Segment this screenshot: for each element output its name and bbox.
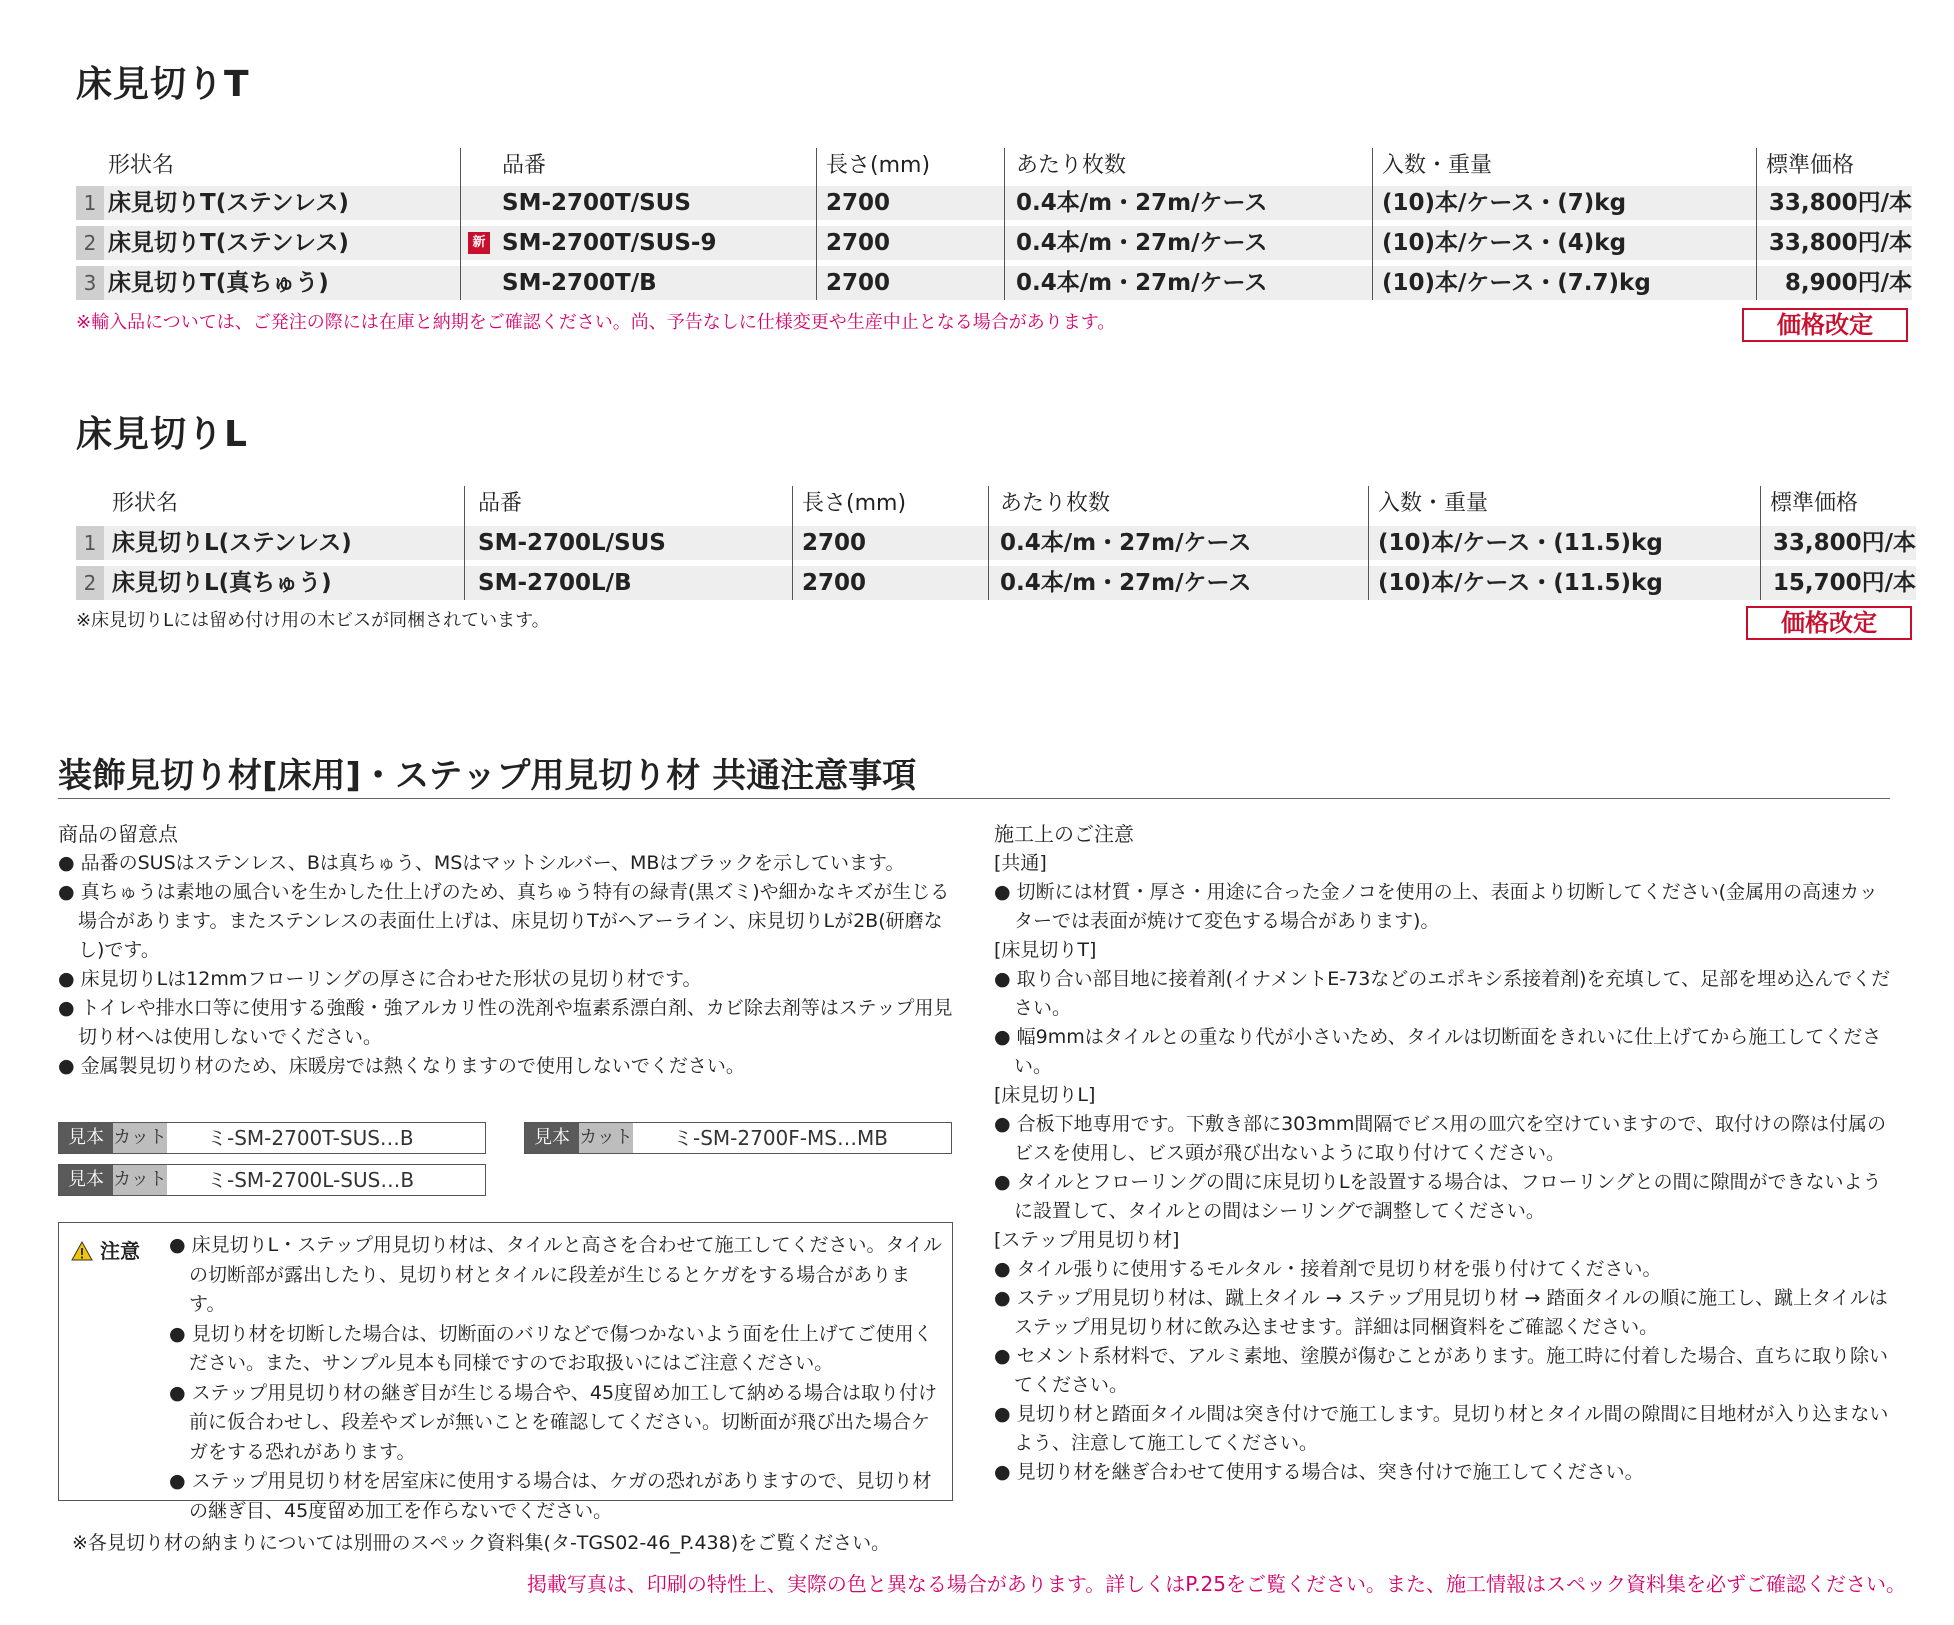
cell-name: 床見切りL(ステンレス) (112, 530, 352, 556)
cell-name: 床見切りT(真ちゅう) (108, 270, 329, 296)
new-badge: 新 (468, 232, 490, 254)
row-index: 2 (76, 566, 104, 600)
col-header-price: 標準価格 (1770, 491, 1859, 516)
cut-tag: カット (113, 1165, 167, 1195)
cut-tag: カット (113, 1123, 167, 1153)
column-divider (792, 486, 793, 600)
list-item: ● ステップ用見切り材を居室床に使用する場合は、ケガの恐れがありますので、見切り材の継ぎ目、45度留め加工を作らないでください。 (169, 1470, 932, 1522)
product-notes-heading: 商品の留意点 (58, 822, 178, 846)
list-item: ● タイルとフローリングの間に床見切りLを設置する場合は、フローリングとの間に隙間ができないように設置して、タイルとの間はシーリングで調整してください。 (994, 1171, 1882, 1222)
cell-qty: (10)本/ケース・(7)kg (1382, 190, 1627, 216)
row-index: 1 (76, 526, 104, 560)
warning-icon (71, 1241, 93, 1261)
list-item: ● ステップ用見切り材の継ぎ目が生じる場合や、45度留め加工して納める場合は取り付け前に仮合わせし、段差やズレが無いことを確認してください。切断面が飛び出た場合ケガをする恐れがあります。 (169, 1381, 938, 1463)
common-notes-title: 装飾見切り材[床用]・ステップ用見切り材 共通注意事項 (58, 756, 917, 796)
col-header-code: 品番 (478, 491, 523, 516)
cell-price: 33,800円/本 (1768, 230, 1912, 256)
column-divider (460, 148, 461, 300)
cell-qty: (10)本/ケース・(4)kg (1382, 230, 1627, 256)
sub-label: [ステップ用見切り材] (994, 1229, 1180, 1251)
col-header-name: 形状名 (112, 491, 179, 516)
cell-price: 33,800円/本 (1772, 530, 1916, 556)
col-header-qty: 入数・重量 (1382, 153, 1493, 178)
construction-notes-heading: 施工上のご注意 (994, 822, 1134, 846)
row-index: 1 (76, 186, 104, 220)
section-t-note: ※輸入品については、ご発注の際には在庫と納期をご確認ください。尚、予告なしに仕様変更や生産中止となる場合があります。 (76, 312, 1116, 333)
sub-label: [床見切りL] (994, 1084, 1096, 1106)
sample-code: ミ-SM-2700T-SUS…B (207, 1126, 414, 1150)
sample-tag: 見本 (59, 1165, 113, 1195)
list-item: ● 見切り材と踏面タイル間は突き付けで施工します。見切り材とタイル間の隙間に目地材が入り込まないよう、注意して施工してください。 (994, 1403, 1889, 1454)
sample-code-box (58, 1122, 486, 1154)
cell-code: SM-2700T/B (502, 270, 657, 296)
cell-length: 2700 (802, 530, 867, 556)
cell-qty: (10)本/ケース・(11.5)kg (1378, 530, 1663, 556)
list-item: ● 金属製見切り材のため、床暖房では熱くなりますので使用しないでください。 (58, 1055, 745, 1077)
title-underline (58, 798, 1890, 799)
list-item: ● ステップ用見切り材は、蹴上タイル → ステップ用見切り材 → 踏面タイルの順に施工し、蹴上タイルはステップ用見切り材に飲み込ませます。詳細は同梱資料をご確認ください。 (994, 1287, 1888, 1338)
col-header-name: 形状名 (108, 153, 175, 178)
spec-reference-note: ※各見切り材の納まりについては別冊のスペック資料集(タ-TGS02-46_P.438)をご覧ください。 (72, 1532, 891, 1554)
col-header-per: あたり枚数 (1016, 153, 1127, 178)
table-row (76, 566, 1916, 600)
cell-length: 2700 (802, 570, 867, 596)
table-row (76, 266, 1912, 300)
row-index: 2 (76, 226, 104, 260)
table-row (76, 226, 1912, 260)
column-divider (816, 148, 817, 300)
cell-qty: (10)本/ケース・(7.7)kg (1382, 270, 1651, 296)
cell-per: 0.4本/m・27m/ケース (1016, 230, 1268, 256)
caution-label (71, 1235, 140, 1264)
caution-box (58, 1222, 953, 1522)
cell-code: SM-2700T/SUS (502, 190, 691, 216)
footer-note: 掲載写真は、印刷の特性上、実際の色と異なる場合があります。詳しくはP.25をご覧ください。また、施工情報はスペック資料集を必ずご確認ください。 (526, 1572, 1906, 1596)
col-header-qty: 入数・重量 (1378, 491, 1489, 516)
column-divider (1760, 486, 1761, 600)
cell-per: 0.4本/m・27m/ケース (1000, 530, 1252, 556)
cell-qty: (10)本/ケース・(11.5)kg (1378, 570, 1663, 596)
list-item: ● セメント系材料で、アルミ素地、塗膜が傷むことがあります。施工時に付着した場合、直ちに取り除いてください。 (994, 1345, 1888, 1396)
column-divider (464, 486, 465, 600)
list-item: ● 品番のSUSはステンレス、Bは真ちゅう、MSはマットシルバー、MBはブラックを示しています。 (58, 852, 905, 874)
row-index: 3 (76, 266, 104, 300)
sub-label: [床見切りT] (994, 939, 1097, 961)
table-row (76, 186, 1912, 220)
section-l-title: 床見切りL (76, 414, 248, 455)
product-notes (58, 820, 958, 1081)
column-divider (988, 486, 989, 600)
list-item: ● 床見切りLは12mmフローリングの厚さに合わせた形状の見切り材です。 (58, 968, 702, 990)
col-header-length: 長さ(mm) (802, 491, 907, 516)
list-item: ● トイレや排水口等に使用する強酸・強アルカリ性の洗剤や塩素系漂白剤、カビ除去剤等はステップ用見切り材へは使用しないでください。 (58, 997, 953, 1048)
sample-code-box (58, 1164, 486, 1196)
column-divider (1756, 148, 1757, 300)
cell-per: 0.4本/m・27m/ケース (1016, 270, 1268, 296)
list-item: ● 取り合い部目地に接着剤(イナメントE-73などのエポキシ系接着剤)を充填して、足部を埋め込んでください。 (994, 968, 1891, 1019)
cell-length: 2700 (826, 270, 891, 296)
cell-code: SM-2700L/B (478, 570, 632, 596)
cell-price: 15,700円/本 (1772, 570, 1916, 596)
list-item: ● 見切り材を切断した場合は、切断面のバリなどで傷つかないよう面を仕上げてご使用ください。また、サンプル見本も同様ですのでお取扱いにはご注意ください。 (169, 1322, 933, 1374)
cut-tag: カット (579, 1123, 633, 1153)
column-divider (1372, 148, 1373, 300)
cell-per: 0.4本/m・27m/ケース (1016, 190, 1268, 216)
sub-label: [共通] (994, 852, 1047, 874)
sample-tag: 見本 (59, 1123, 113, 1153)
sample-code: ミ-SM-2700F-MS…MB (673, 1126, 888, 1150)
list-item: ● 真ちゅうは素地の風合いを生かした仕上げのため、真ちゅう特有の緑青(黒ズミ)や細かなキズが生じる場合があります。またステンレスの表面仕上げは、床見切りTがヘアーライン、床見切りLが2B(研磨なし)です。 (58, 881, 950, 961)
col-header-code: 品番 (502, 153, 547, 178)
sample-code-box (524, 1122, 952, 1154)
table-row (76, 526, 1916, 560)
cell-length: 2700 (826, 190, 891, 216)
list-item: ● 幅9mmはタイルとの重なり代が小さいため、タイルは切断面をきれいに仕上げてから施工してください。 (994, 1026, 1882, 1077)
section-t-title: 床見切りT (76, 64, 250, 105)
cell-per: 0.4本/m・27m/ケース (1000, 570, 1252, 596)
cell-code: SM-2700T/SUS-9 (502, 230, 717, 256)
list-item: ● タイル張りに使用するモルタル・接着剤で見切り材を張り付けてください。 (994, 1258, 1662, 1280)
cell-price: 33,800円/本 (1768, 190, 1912, 216)
cell-name: 床見切りT(ステンレス) (108, 230, 349, 256)
cell-code: SM-2700L/SUS (478, 530, 666, 556)
list-item: ● 床見切りL・ステップ用見切り材は、タイルと高さを合わせて施工してください。タイルの切断部が露出したり、見切り材とタイルに段差が生じるとケガをする場合があります。 (169, 1234, 943, 1315)
caution-list (169, 1231, 944, 1526)
price-revision-badge: 価格改定 (1746, 606, 1912, 640)
col-header-per: あたり枚数 (1000, 491, 1111, 516)
section-l-note: ※床見切りLには留め付け用の木ビスが同梱されています。 (76, 610, 550, 631)
col-header-price: 標準価格 (1766, 153, 1855, 178)
cell-name: 床見切りL(真ちゅう) (112, 570, 332, 596)
cell-length: 2700 (826, 230, 891, 256)
column-divider (1004, 148, 1005, 300)
list-item: ● 合板下地専用です。下敷き部に303mm間隔でビス用の皿穴を空けていますので、取付けの際は付属のビスを使用し、ビス頭が飛び出ないように取り付けてください。 (994, 1113, 1887, 1164)
sample-code: ミ-SM-2700L-SUS…B (207, 1168, 415, 1192)
list-item: ● 見切り材を継ぎ合わせて使用する場合は、突き付けで施工してください。 (994, 1461, 1644, 1483)
cell-name: 床見切りT(ステンレス) (108, 190, 349, 216)
construction-notes (994, 820, 1894, 1487)
col-header-length: 長さ(mm) (826, 153, 931, 178)
price-revision-badge: 価格改定 (1742, 308, 1908, 342)
caution-label-text: 注意 (99, 1239, 140, 1263)
cell-price: 8,900円/本 (1784, 270, 1912, 296)
list-item: ● 切断には材質・厚さ・用途に合った金ノコを使用の上、表面より切断してください(金属用の高速カッターでは表面が焼けて変色する場合があります)。 (994, 881, 1878, 932)
column-divider (1368, 486, 1369, 600)
sample-tag: 見本 (525, 1123, 579, 1153)
